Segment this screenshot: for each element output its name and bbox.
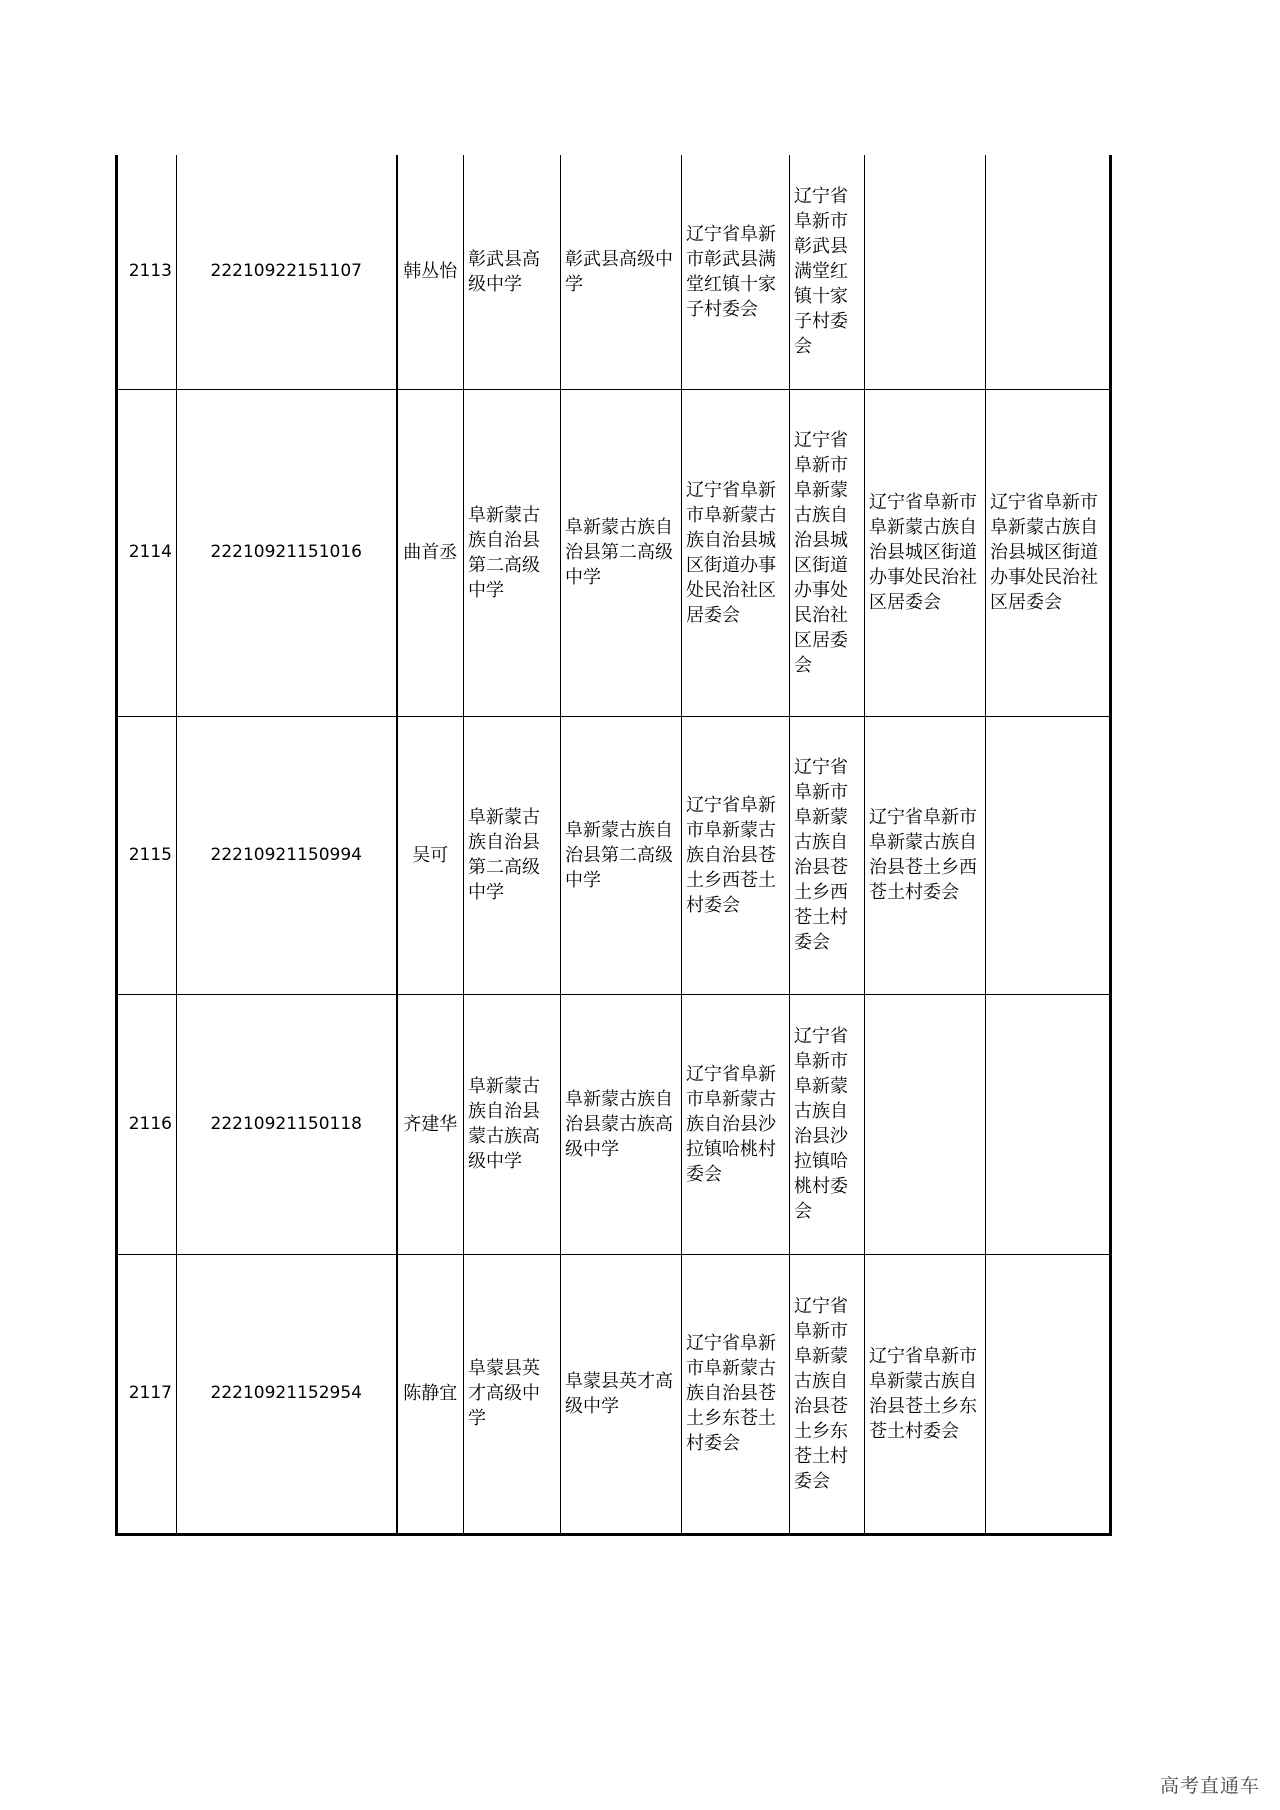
cell-name: 曲首丞 xyxy=(397,389,464,716)
cell-candidate-id: 22210921152954 xyxy=(177,1254,397,1534)
cell-address-2: 辽宁省阜新市阜新蒙古族自治县沙拉镇哈桃村委会 xyxy=(790,994,865,1254)
table-row xyxy=(117,716,1111,994)
cell-seq: 2115 xyxy=(117,716,177,994)
cell-candidate-id: 22210921150994 xyxy=(177,716,397,994)
table-row xyxy=(117,1254,1111,1534)
cell-address-1: 辽宁省阜新市阜新蒙古族自治县沙拉镇哈桃村委会 xyxy=(682,994,790,1254)
cell-seq: 2117 xyxy=(117,1254,177,1534)
table-row xyxy=(117,389,1111,716)
cell-school: 阜新蒙古族自治县第二高级中学 xyxy=(464,389,561,716)
cell-school: 彰武县高级中学 xyxy=(464,155,561,389)
cell-address-2: 辽宁省阜新市阜新蒙古族自治县城区街道办事处民治社区居委会 xyxy=(790,389,865,716)
cell-name: 齐建华 xyxy=(397,994,464,1254)
cell-school-2: 彰武县高级中学 xyxy=(561,155,682,389)
cell-address-4 xyxy=(986,1254,1111,1534)
cell-address-3: 辽宁省阜新市阜新蒙古族自治县城区街道办事处民治社区居委会 xyxy=(865,389,986,716)
cell-name: 韩丛怡 xyxy=(397,155,464,389)
cell-school: 阜新蒙古族自治县第二高级中学 xyxy=(464,716,561,994)
cell-school: 阜新蒙古族自治县蒙古族高级中学 xyxy=(464,994,561,1254)
cell-address-2: 辽宁省阜新市阜新蒙古族自治县苍土乡西苍土村委会 xyxy=(790,716,865,994)
cell-candidate-id: 22210922151107 xyxy=(177,155,397,389)
cell-address-1: 辽宁省阜新市阜新蒙古族自治县苍土乡东苍土村委会 xyxy=(682,1254,790,1534)
cell-address-1: 辽宁省阜新市彰武县满堂红镇十家子村委会 xyxy=(682,155,790,389)
cell-address-3 xyxy=(865,155,986,389)
cell-seq: 2116 xyxy=(117,994,177,1254)
cell-address-1: 辽宁省阜新市阜新蒙古族自治县城区街道办事处民治社区居委会 xyxy=(682,389,790,716)
cell-name: 陈静宜 xyxy=(397,1254,464,1534)
cell-address-3: 辽宁省阜新市阜新蒙古族自治县苍土乡东苍土村委会 xyxy=(865,1254,986,1534)
cell-address-3 xyxy=(865,994,986,1254)
roster-table-container xyxy=(115,155,1112,1536)
cell-address-3: 辽宁省阜新市阜新蒙古族自治县苍土乡西苍土村委会 xyxy=(865,716,986,994)
cell-school-2: 阜新蒙古族自治县第二高级中学 xyxy=(561,716,682,994)
roster-table xyxy=(115,155,1112,1536)
cell-school: 阜蒙县英才高级中学 xyxy=(464,1254,561,1534)
watermark: 高考直通车 xyxy=(1159,1775,1260,1797)
cell-address-4 xyxy=(986,155,1111,389)
cell-seq: 2114 xyxy=(117,389,177,716)
table-row xyxy=(117,155,1111,389)
cell-address-4 xyxy=(986,994,1111,1254)
cell-seq: 2113 xyxy=(117,155,177,389)
cell-candidate-id: 22210921151016 xyxy=(177,389,397,716)
cell-address-4: 辽宁省阜新市阜新蒙古族自治县城区街道办事处民治社区居委会 xyxy=(986,389,1111,716)
cell-school-2: 阜蒙县英才高级中学 xyxy=(561,1254,682,1534)
table-row xyxy=(117,994,1111,1254)
cell-name: 吴可 xyxy=(397,716,464,994)
cell-address-1: 辽宁省阜新市阜新蒙古族自治县苍土乡西苍土村委会 xyxy=(682,716,790,994)
cell-school-2: 阜新蒙古族自治县第二高级中学 xyxy=(561,389,682,716)
cell-address-2: 辽宁省阜新市彰武县满堂红镇十家子村委会 xyxy=(790,155,865,389)
cell-candidate-id: 22210921150118 xyxy=(177,994,397,1254)
cell-address-4 xyxy=(986,716,1111,994)
cell-address-2: 辽宁省阜新市阜新蒙古族自治县苍土乡东苍土村委会 xyxy=(790,1254,865,1534)
cell-school-2: 阜新蒙古族自治县蒙古族高级中学 xyxy=(561,994,682,1254)
